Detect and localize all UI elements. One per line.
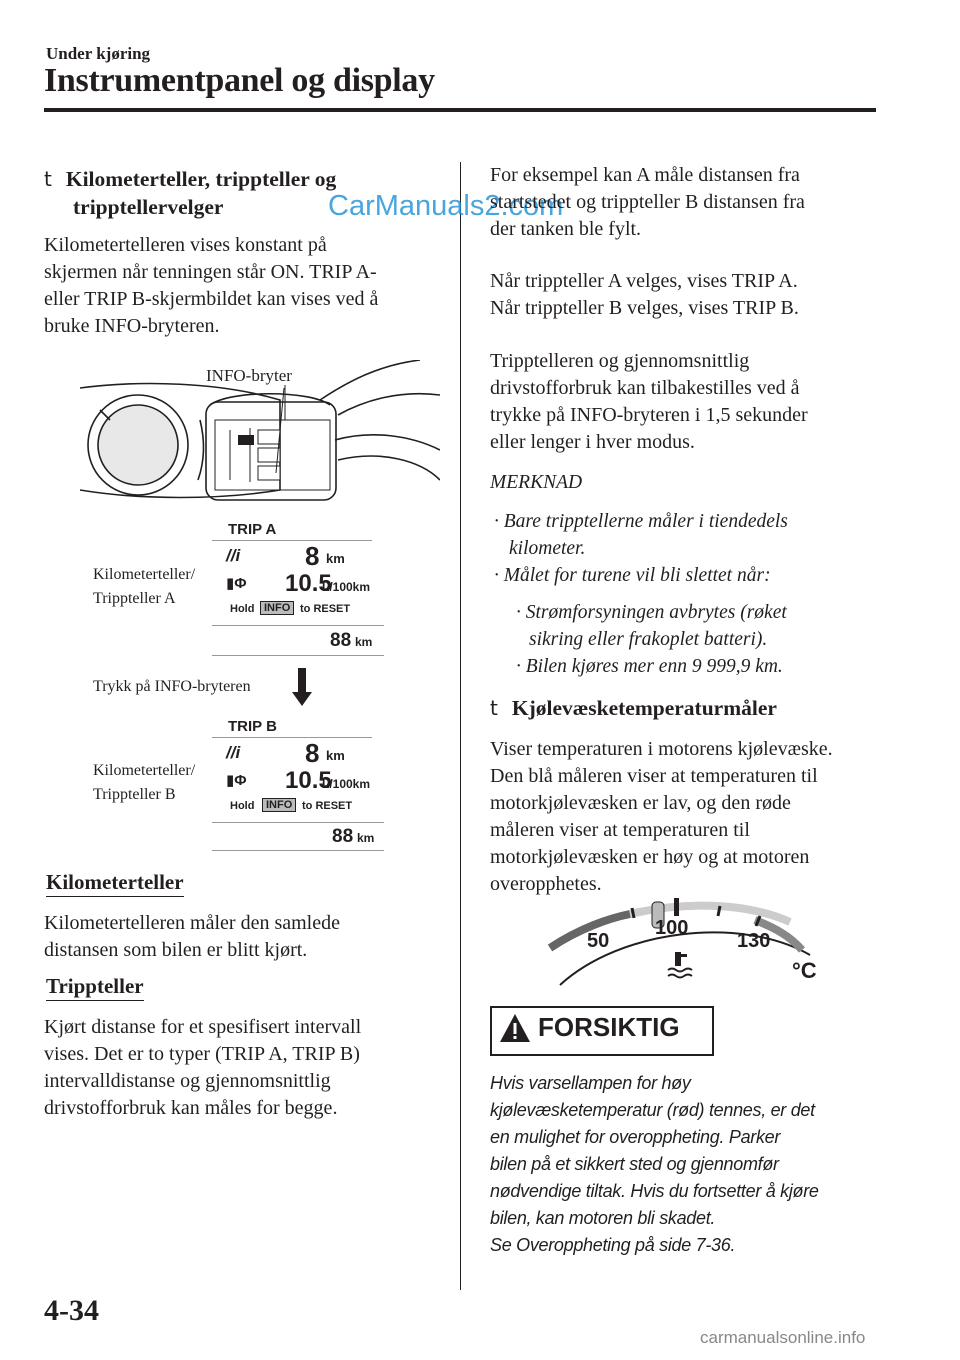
- info-switch-leader-line: [270, 388, 290, 478]
- gauge-tick-100: 100: [655, 917, 689, 939]
- intro-paragraph: Kilometertelleren vises konstant på skjermen når tenningen står ON. TRIP A- eller TRIP B-skjermbildet kan vises ved å bruke INFO-bryteren.: [44, 234, 379, 337]
- coolant-heading: Kjølevæsketemperaturmåler: [511, 696, 777, 720]
- section-bullet: t: [44, 167, 52, 191]
- label-trip-b: Kilometerteller/ Trippteller B: [93, 762, 196, 803]
- trip-a-rule-top: [212, 540, 372, 541]
- trip-heading-wrap: [46, 974, 144, 1001]
- gauge-tick-130: 130: [737, 930, 771, 952]
- page-number: 4-34: [44, 1294, 99, 1327]
- coolant-paragraph: Viser temperaturen i motorens kjølevæske. Den blå måleren viser at temperaturen til motorkjølevæsken er lav, og den røde måleren viser at temperaturen til motorkjølevæsken er høy og at motoren overopphetes.: [490, 738, 833, 895]
- select-paragraph: Når trippteller A velges, vises TRIP A. Når trippteller B velges, vises TRIP B.: [490, 270, 799, 319]
- trip-a-title: TRIP A: [228, 521, 277, 538]
- fuel-icon: ▮Φ: [226, 772, 247, 789]
- trip-a-distance: 8: [305, 541, 320, 571]
- note-sub-item: · Strømforsyningen avbrytes (røket: [516, 602, 787, 623]
- note-item: · Målet for turene vil bli slettet når:: [494, 565, 771, 586]
- chapter-label: Under kjøring: [46, 44, 151, 63]
- odometer-heading-wrap: [46, 870, 184, 897]
- note-title: MERKNAD: [490, 472, 583, 493]
- caution-text: Hvis varsellampen for høy kjølevæsketemperatur (rød) tennes, er det en mulighet for overoppheting. Parker bilen på et sikkert sted og gjennomfør nødvendige tiltak. Hvis du fortsetter å kjøre bilen, kan motoren bli skadet. Se Overoppheting på side 7-36.: [490, 1073, 819, 1255]
- info-switch-label: INFO-bryter: [206, 366, 292, 385]
- caution-label: FORSIKTIG: [538, 1012, 680, 1042]
- trip-a-odometer: 88: [330, 630, 352, 651]
- trip-b-title: TRIP B: [228, 718, 277, 735]
- page-title: Instrumentpanel og display: [44, 62, 435, 99]
- trip-b-consumption: 10.5: [285, 767, 332, 794]
- trip-a-consumption-unit: L/100km: [322, 580, 371, 594]
- warning-triangle-icon: [498, 1012, 532, 1044]
- trip-heading: Trippteller: [46, 974, 144, 1001]
- odometer-paragraph: Kilometertelleren måler den samlede distansen som bilen er blitt kjørt.: [44, 912, 340, 961]
- trip-a-info-badge: INFO: [260, 601, 294, 615]
- trip-a-consumption: 10.5: [285, 570, 332, 597]
- odometer-heading: Kilometerteller: [46, 870, 184, 897]
- section-heading-coolant: [490, 694, 890, 722]
- fuel-icon: ▮Φ: [226, 575, 247, 592]
- column-divider: [460, 162, 461, 1290]
- coolant-temperature-gauge: [540, 890, 830, 990]
- trip-b-rule-mid: [212, 822, 384, 823]
- trip-b-distance-unit: km: [326, 748, 345, 763]
- gauge-tick-50: 50: [587, 930, 610, 952]
- press-info-label: Trykk på INFO-bryteren: [93, 678, 251, 695]
- trip-b-info-badge: INFO: [262, 798, 296, 812]
- note-sub-item: · Bilen kjøres mer enn 9 999,9 km.: [516, 656, 783, 677]
- trip-paragraph: Kjørt distanse for et spesifisert intervall vises. Det er to typer (TRIP A, TRIP B) intervalldistanse og gjennomsnittlig drivstofforbruk kan måles for begge.: [44, 1016, 362, 1119]
- note-item: · Bare tripptellerne måler i tiendedels: [494, 511, 788, 532]
- trip-a-hold: Hold: [230, 603, 255, 615]
- reset-paragraph: Tripptelleren og gjennomsnittlig drivstofforbruk kan tilbakestilles ved å trykke på INFO-bryteren i 1,5 sekunder eller lenger i hver modus.: [490, 350, 808, 453]
- watermark: CarManuals2.com: [328, 190, 564, 222]
- trip-b-rule-bottom: [212, 850, 384, 851]
- distance-icon: //i: [226, 546, 241, 565]
- trip-b-rule-top: [212, 737, 372, 738]
- trip-b-to-reset: to RESET: [302, 800, 353, 812]
- note-list: · Bare tripptellerne måler i tiendedels kilometer. · Målet for turene vil bli slettet når:: [494, 508, 884, 589]
- trip-b-odometer: 88: [332, 826, 354, 847]
- example-paragraph: For eksempel kan A måle distansen fra startstedet og trippteller B distansen fra der tanken ble fylt.: [490, 164, 805, 240]
- heading-line-2: tripptellervelger: [73, 195, 224, 219]
- trip-a-rule-mid: [212, 625, 384, 626]
- trip-a-to-reset: to RESET: [300, 603, 351, 615]
- distance-icon: //i: [226, 743, 241, 762]
- trip-a-rule-bottom: [212, 655, 384, 656]
- label-trip-a: Kilometerteller/ Trippteller A: [93, 566, 196, 607]
- trip-a-odometer-unit: km: [355, 635, 373, 649]
- section-bullet: t: [490, 696, 498, 720]
- trip-b-odometer-unit: km: [357, 831, 375, 845]
- footer-watermark: carmanualsonline.info: [700, 1328, 866, 1347]
- down-arrow-icon: [292, 668, 312, 708]
- header-rule: [44, 108, 876, 112]
- heading-line-1: Kilometerteller, trippteller og: [65, 167, 337, 191]
- gauge-unit: °C: [792, 958, 817, 983]
- trip-b-distance: 8: [305, 738, 320, 768]
- trip-a-distance-unit: km: [326, 551, 345, 566]
- trip-b-hold: Hold: [230, 800, 255, 812]
- note-sub-list: · Strømforsyningen avbrytes (røket sikring eller frakoplet batteri). · Bilen kjøres mer enn 9 999,9 km.: [516, 599, 886, 680]
- trip-b-consumption-unit: L/100km: [322, 777, 371, 791]
